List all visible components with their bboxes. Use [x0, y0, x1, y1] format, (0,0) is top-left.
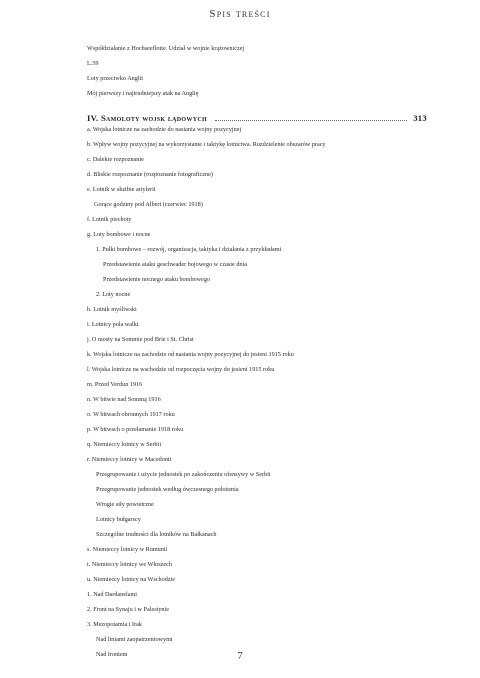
toc-entry: L.59 — [87, 60, 99, 67]
toc-entry: i. Lotnicy pola walki — [87, 321, 139, 328]
toc-entry: s. Niemieccy lotnicy w Rumunii — [87, 546, 168, 553]
toc-section-heading[interactable] — [87, 113, 427, 123]
toc-entry: u. Niemieccy lotnicy na Wschodzie — [87, 576, 176, 583]
toc-entry: Przegrupowanie jednostek według ówczesnego położenia — [96, 486, 239, 493]
toc-entry: b. Wpływ wojny pozycyjnej na wykorzystanie i taktykę lotnictwa. Rozdzielenie obszarów pracy — [87, 141, 326, 148]
toc-entry: g. Loty bombowe i nocne — [87, 231, 151, 238]
toc-entry: l. Wojska lotnicze na wschodzie od rozpoczęcia wojny do jesieni 1915 roku — [87, 366, 275, 373]
toc-entry: m. Przed Verdun 1916 — [87, 381, 143, 388]
toc-entry: j. O mosty na Sommie pod Brie i St. Christ — [87, 336, 194, 343]
toc-entry: f. Lotnik piechoty — [87, 216, 132, 223]
toc-entry: Przedstawienie ataku geschwader bojowego w czasie dnia — [103, 261, 247, 268]
toc-entry: Lotnicy bułgarscy — [96, 516, 141, 523]
toc-entry: 3. Mezopotamia i Irak — [87, 621, 142, 628]
toc-entry: n. W bitwie nad Sommą 1916 — [87, 396, 161, 403]
table-of-contents — [87, 45, 427, 659]
toc-entry: 1. Pułki bombowe – rozwój, organizacja, taktyka i działania z przykładami — [96, 246, 282, 253]
page-title: Spis treści — [209, 8, 271, 20]
toc-entry: 2. Loty nocne — [96, 291, 131, 298]
toc-entry: d. Bliskie rozpoznanie (rozpoznanie fotograficzne) — [87, 171, 213, 178]
dot-leader — [215, 120, 407, 121]
toc-entry: r. Niemieccy lotnicy w Macedonii — [87, 456, 172, 463]
toc-entry: Nad frontem — [96, 651, 128, 658]
toc-entry: q. Niemieccy lotnicy w Serbii — [87, 441, 162, 448]
toc-entry: Współdziałanie z Hochseeflotte. Udział w wojnie krążowniczej — [87, 45, 245, 52]
toc-entry: p. W bitwach o przełamanie 1918 roku — [87, 426, 184, 433]
toc-entry: a. Wojska lotnicze na zachodzie do nastania wojny pozycyjnej — [87, 126, 242, 133]
toc-entry: Nad liniami zaopatrzeniowymi — [96, 636, 173, 643]
page-number: 7 — [237, 650, 243, 662]
toc-entry: o. W bitwach obronnych 1917 roku — [87, 411, 175, 418]
toc-entry: t. Niemieccy lotnicy we Włoszech — [87, 561, 172, 568]
toc-entry: h. Lotnik myśliwski — [87, 306, 137, 313]
toc-entry: Wrogie siły powietrzne — [96, 501, 154, 508]
toc-entry: Gorące godziny pod Albert (czerwiec 1918) — [94, 201, 203, 208]
toc-entry: k. Wojska lotnicze na zachodzie od nastania wojny pozycyjnej do jesieni 1915 roku — [87, 351, 294, 358]
toc-entry: 2. Front na Synaju i w Palestynie — [87, 606, 169, 613]
toc-entry: e. Lotnik w służbie artylerii — [87, 186, 156, 193]
toc-entry: 1. Nad Dardanelami — [87, 591, 137, 598]
toc-entry: Mój pierwszy i najtrudniejszy atak na Anglię — [87, 90, 199, 97]
toc-entry: Przedstawienie nocnego ataku bombowego — [103, 276, 211, 283]
toc-entry: Szczególne trudności dla lotników na Bałkanach — [96, 531, 217, 538]
toc-entry: Loty przeciwko Anglii — [87, 75, 144, 82]
toc-entry: Przegrupowanie i użycie jednostek po zakończeniu ofensywy w Serbii — [96, 471, 271, 478]
toc-entry: c. Dalekie rozpoznanie — [87, 156, 144, 163]
section-title: IV. Samoloty wojsk lądowych — [87, 113, 207, 123]
section-page-number: 313 — [413, 113, 427, 123]
